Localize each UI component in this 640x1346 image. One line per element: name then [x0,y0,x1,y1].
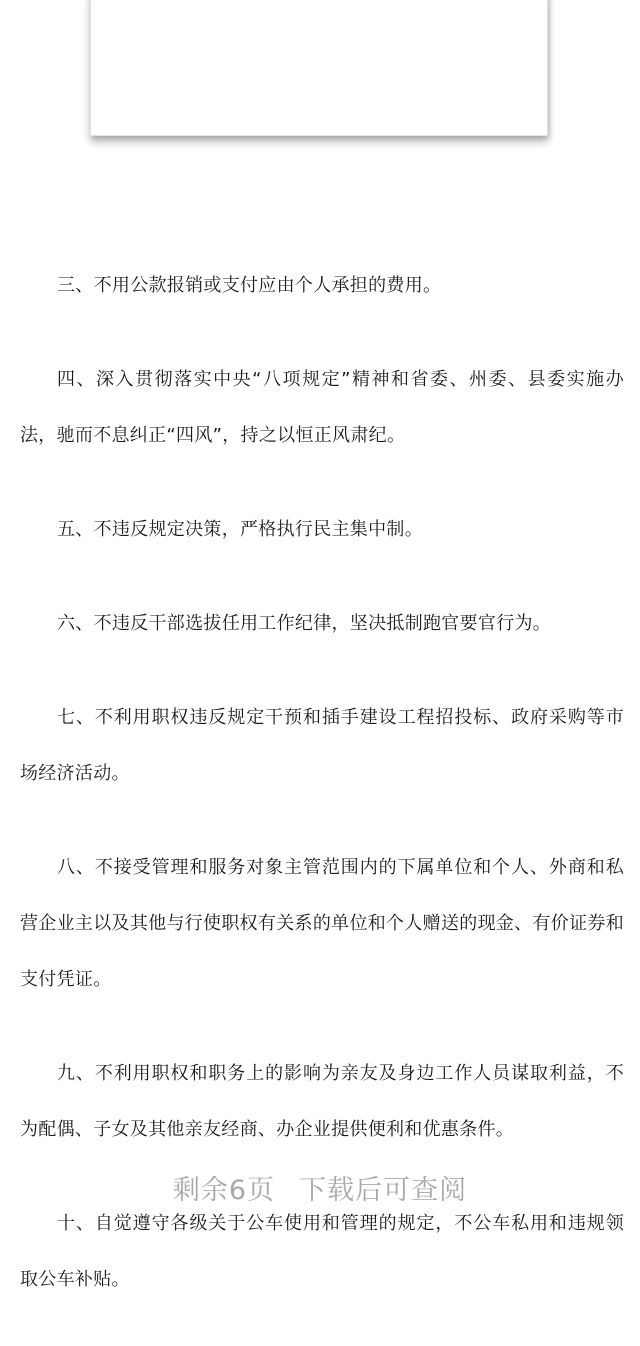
clause-8: 八、不接受管理和服务对象主管范围内的下属单位和个人、外商和私营企业主以及其他与行使职权有关系的单位和个人赠送的现金、有价证券和支付凭证。 [20,857,624,990]
clause-5: 五、不违反规定决策，严格执行民主集中制。 [57,519,423,540]
clause-9: 九、不利用职权和职务上的影响为亲友及身边工作人员谋取利益，不为配偶、子女及其他亲友经商、办企业提供便利和优惠条件。 [20,1063,624,1140]
clause-3: 三、不用公款报销或支付应由个人承担的费用。 [57,275,442,296]
download-to-view-label: 下载后可查阅 [299,1175,468,1206]
clause-7: 七、不利用职权违反规定干预和插手建设工程招投标、政府采购等市场经济活动。 [20,707,624,784]
clause-4: 四、深入贯彻落实中央“八项规定”精神和省委、州委、县委实施办法，驰而不息纠正“四风”，持之以恒正风肃纪。 [20,369,624,446]
remaining-pages-label: 剩余6页 [172,1175,276,1206]
clause-6: 六、不违反干部选拔任用工作纪律，坚决抵制跑官要官行为。 [57,613,552,634]
download-prompt[interactable] [0,1168,640,1207]
clause-10: 十、自觉遵守各级关于公车使用和管理的规定，不公车私用和违规领取公车补贴。 [20,1213,624,1290]
previous-page-preview [90,0,548,136]
